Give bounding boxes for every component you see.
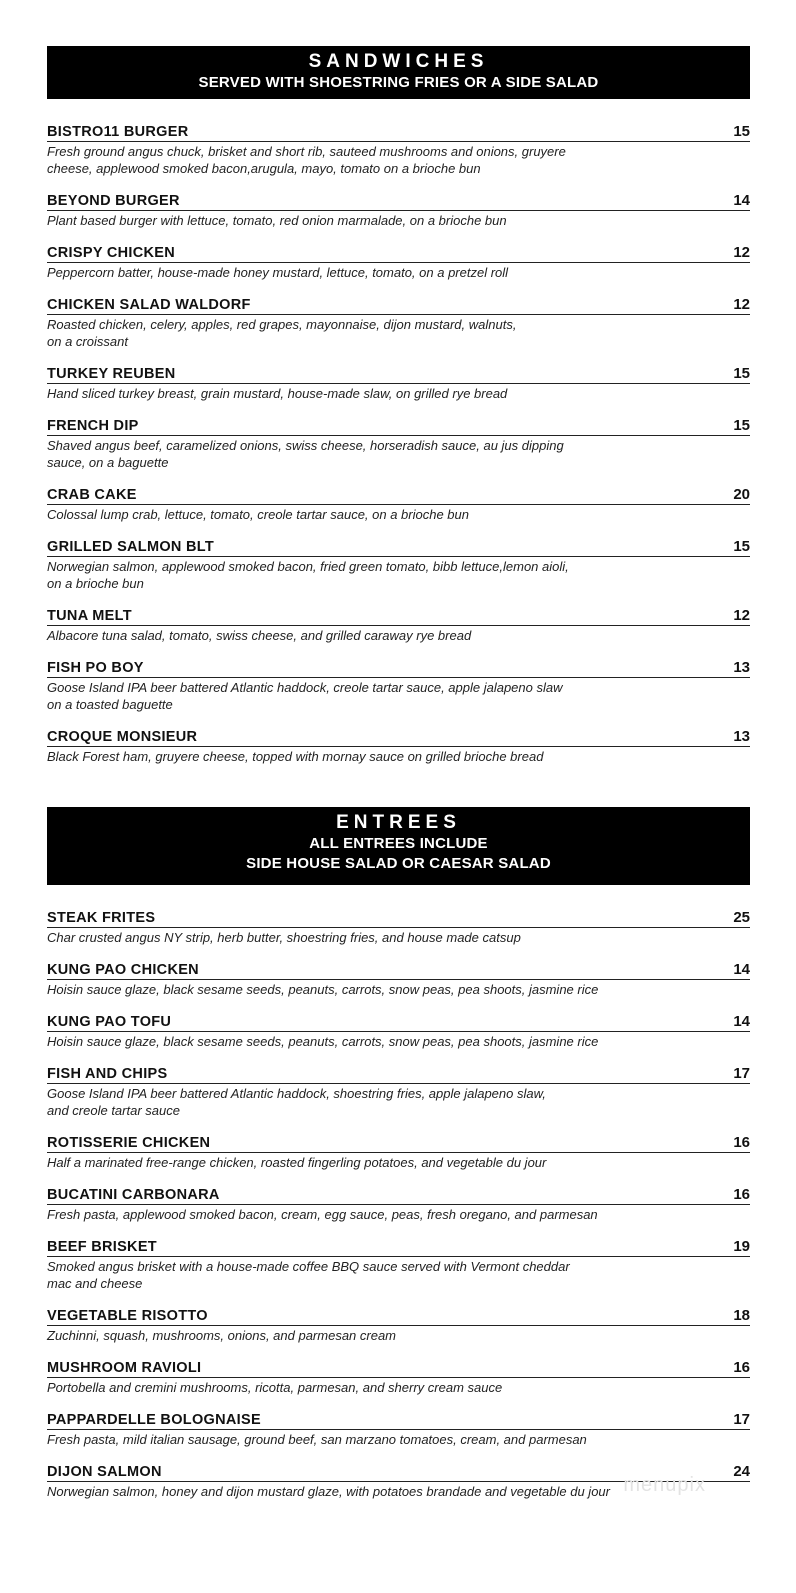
menu-item-price: 15 (733, 123, 750, 140)
menu-item-description (47, 558, 647, 592)
description-line: sauce, on a baguette (47, 455, 169, 470)
menu-item-header (47, 1305, 750, 1326)
menu-item-name: FISH AND CHIPS (47, 1066, 168, 1082)
sandwich-menu-item (47, 657, 750, 713)
menu-item-description (47, 316, 647, 350)
menu-item-name: FRENCH DIP (47, 418, 139, 434)
menu-item-header (47, 1184, 750, 1205)
menu-item-name: BISTRO11 BURGER (47, 124, 189, 140)
entree-menu-item (47, 1063, 750, 1119)
description-line: Smoked angus brisket with a house-made coffee BBQ sauce served with Vermont cheddar (47, 1259, 570, 1274)
sandwich-menu-item (47, 242, 750, 281)
entree-menu-item (47, 1305, 750, 1344)
description-line: on a croissant (47, 334, 128, 349)
entree-menu-item (47, 907, 750, 946)
menu-item-price: 12 (733, 244, 750, 261)
menu-item-header (47, 536, 750, 557)
menu-item-price: 13 (733, 728, 750, 745)
menu-item-price: 14 (733, 1013, 750, 1030)
sandwiches-subtitle: SERVED WITH SHOESTRING FRIES OR A SIDE SALAD (198, 74, 599, 91)
menu-item-header (47, 242, 750, 263)
sandwich-menu-item (47, 363, 750, 402)
sandwiches-title: SANDWICHES (308, 51, 489, 72)
description-line: and creole tartar sauce (47, 1103, 180, 1118)
sandwich-menu-item (47, 484, 750, 523)
description-line: Zuchinni, squash, mushrooms, onions, and parmesan cream (47, 1328, 397, 1343)
description-line: Norwegian salmon, honey and dijon mustard glaze, with potatoes brandade and vegetable du jour (47, 1484, 610, 1499)
menu-item-name: KUNG PAO CHICKEN (47, 962, 199, 978)
menu-item-header (47, 1011, 750, 1032)
menu-item-price: 16 (733, 1359, 750, 1376)
menu-item-description (47, 679, 647, 713)
sandwiches-list (47, 121, 750, 765)
menu-item-description (47, 1483, 647, 1500)
description-line: Goose Island IPA beer battered Atlantic haddock, creole tartar sauce, apple jalapeno slaw (47, 680, 563, 695)
menu-item-name: PAPPARDELLE BOLOGNAISE (47, 1412, 261, 1428)
menu-item-header (47, 121, 750, 142)
description-line: Half a marinated free-range chicken, roasted fingerling potatoes, and vegetable du jour (47, 1155, 547, 1170)
description-line: Plant based burger with lettuce, tomato, red onion marmalade, on a brioche bun (47, 213, 507, 228)
menu-item-description (47, 1379, 647, 1396)
menu-item-price: 18 (733, 1307, 750, 1324)
menu-item-header (47, 605, 750, 626)
menu-item-description (47, 1085, 647, 1119)
entrees-subtitle-2: SIDE HOUSE SALAD OR CAESAR SALAD (246, 855, 551, 872)
description-line: on a brioche bun (47, 576, 144, 591)
menu-item-header (47, 415, 750, 436)
description-line: Goose Island IPA beer battered Atlantic haddock, shoestring fries, apple jalapeno slaw, (47, 1086, 546, 1101)
menu-item-price: 24 (733, 1463, 750, 1480)
menu-item-header (47, 484, 750, 505)
description-line: Shaved angus beef, caramelized onions, swiss cheese, horseradish sauce, au jus dipping (47, 438, 564, 453)
entrees-title: ENTREES (336, 812, 461, 833)
menu-item-header (47, 657, 750, 678)
menu-item-price: 19 (733, 1238, 750, 1255)
menu-item-price: 20 (733, 486, 750, 503)
menu-item-name: TURKEY REUBEN (47, 366, 176, 382)
description-line: Fresh pasta, applewood smoked bacon, cream, egg sauce, peas, fresh oregano, and parmesan (47, 1207, 598, 1222)
description-line: cheese, applewood smoked bacon,arugula, mayo, tomato on a brioche bun (47, 161, 481, 176)
menu-item-description (47, 1431, 647, 1448)
menu-item-header (47, 907, 750, 928)
menu-item-header (47, 1409, 750, 1430)
entree-menu-item (47, 1132, 750, 1171)
menu-item-name: KUNG PAO TOFU (47, 1014, 172, 1030)
menu-item-description (47, 1033, 647, 1050)
menu-item-name: GRILLED SALMON BLT (47, 539, 215, 555)
sandwich-menu-item (47, 415, 750, 471)
sandwich-menu-item (47, 190, 750, 229)
menu-item-header (47, 959, 750, 980)
description-line: Fresh ground angus chuck, brisket and short rib, sauteed mushrooms and onions, gruyere (47, 144, 566, 159)
menu-item-price: 16 (733, 1186, 750, 1203)
menu-item-header (47, 1132, 750, 1153)
menu-item-name: DIJON SALMON (47, 1464, 162, 1480)
description-line: on a toasted baguette (47, 697, 173, 712)
menu-item-description (47, 627, 647, 644)
menu-item-name: CRAB CAKE (47, 487, 137, 503)
menu-item-header (47, 1357, 750, 1378)
sandwich-menu-item (47, 121, 750, 177)
menu-item-name: CROQUE MONSIEUR (47, 729, 198, 745)
sandwich-menu-item (47, 726, 750, 765)
menu-item-header (47, 363, 750, 384)
menu-item-price: 15 (733, 365, 750, 382)
description-line: Roasted chicken, celery, apples, red grapes, mayonnaise, dijon mustard, walnuts, (47, 317, 517, 332)
entrees-header (47, 807, 750, 885)
sandwich-menu-item (47, 294, 750, 350)
menu-item-price: 16 (733, 1134, 750, 1151)
menu-item-price: 17 (733, 1065, 750, 1082)
entree-menu-item (47, 1011, 750, 1050)
entree-menu-item (47, 1184, 750, 1223)
menu-item-name: STEAK FRITES (47, 910, 156, 926)
menu-item-price: 15 (733, 538, 750, 555)
menu-item-description (47, 748, 647, 765)
menu-item-name: BEYOND BURGER (47, 193, 180, 209)
menu-item-name: CHICKEN SALAD WALDORF (47, 297, 251, 313)
menu-item-price: 25 (733, 909, 750, 926)
menu-item-header (47, 1063, 750, 1084)
menu-item-description (47, 264, 647, 281)
description-line: Norwegian salmon, applewood smoked bacon, fried green tomato, bibb lettuce,lemon aioli, (47, 559, 569, 574)
menu-item-description (47, 1258, 647, 1292)
menu-item-description (47, 929, 647, 946)
sandwiches-header (47, 46, 750, 99)
description-line: Albacore tuna salad, tomato, swiss cheese, and grilled caraway rye bread (47, 628, 472, 643)
menu-item-description (47, 1206, 647, 1223)
description-line: mac and cheese (47, 1276, 143, 1291)
menu-item-description (47, 385, 647, 402)
sandwich-menu-item (47, 536, 750, 592)
menu-item-price: 17 (733, 1411, 750, 1428)
menu-item-name: BEEF BRISKET (47, 1239, 157, 1255)
menu-item-description (47, 1327, 647, 1344)
menu-item-name: ROTISSERIE CHICKEN (47, 1135, 211, 1151)
menu-item-header (47, 190, 750, 211)
menu-item-price: 13 (733, 659, 750, 676)
menu-item-header (47, 726, 750, 747)
menu-item-description (47, 212, 647, 229)
menu-item-description (47, 506, 647, 523)
menu-item-name: MUSHROOM RAVIOLI (47, 1360, 202, 1376)
entree-menu-item (47, 1357, 750, 1396)
menu-item-price: 12 (733, 296, 750, 313)
menu-item-name: VEGETABLE RISOTTO (47, 1308, 208, 1324)
description-line: Hoisin sauce glaze, black sesame seeds, peanuts, carrots, snow peas, pea shoots, jasmine rice (47, 982, 599, 997)
description-line: Colossal lump crab, lettuce, tomato, creole tartar sauce, on a brioche bun (47, 507, 469, 522)
menu-page (47, 46, 750, 1513)
menu-item-description (47, 1154, 647, 1171)
menu-item-price: 15 (733, 417, 750, 434)
menu-item-price: 14 (733, 192, 750, 209)
description-line: Hoisin sauce glaze, black sesame seeds, peanuts, carrots, snow peas, pea shoots, jasmine rice (47, 1034, 599, 1049)
menu-item-header (47, 1236, 750, 1257)
menupix-watermark: menupix (623, 1474, 706, 1496)
menu-item-name: TUNA MELT (47, 608, 132, 624)
entrees-subtitle-1: ALL ENTREES INCLUDE (309, 835, 488, 852)
description-line: Peppercorn batter, house-made honey mustard, lettuce, tomato, on a pretzel roll (47, 265, 509, 280)
description-line: Portobella and cremini mushrooms, ricotta, parmesan, and sherry cream sauce (47, 1380, 503, 1395)
menu-item-name: CRISPY CHICKEN (47, 245, 176, 261)
menu-item-description (47, 437, 647, 471)
description-line: Fresh pasta, mild italian sausage, ground beef, san marzano tomatoes, cream, and parmesan (47, 1432, 587, 1447)
menu-item-description (47, 143, 647, 177)
menu-item-description (47, 981, 647, 998)
menu-item-price: 12 (733, 607, 750, 624)
entree-menu-item (47, 1409, 750, 1448)
entrees-list (47, 907, 750, 1500)
menu-item-name: BUCATINI CARBONARA (47, 1187, 220, 1203)
description-line: Char crusted angus NY strip, herb butter, shoestring fries, and house made catsup (47, 930, 521, 945)
entree-menu-item (47, 1236, 750, 1292)
description-line: Black Forest ham, gruyere cheese, topped with mornay sauce on grilled brioche bread (47, 749, 544, 764)
menu-item-header (47, 294, 750, 315)
sandwich-menu-item (47, 605, 750, 644)
entree-menu-item (47, 959, 750, 998)
menu-item-price: 14 (733, 961, 750, 978)
menu-item-name: FISH PO BOY (47, 660, 144, 676)
description-line: Hand sliced turkey breast, grain mustard, house-made slaw, on grilled rye bread (47, 386, 508, 401)
